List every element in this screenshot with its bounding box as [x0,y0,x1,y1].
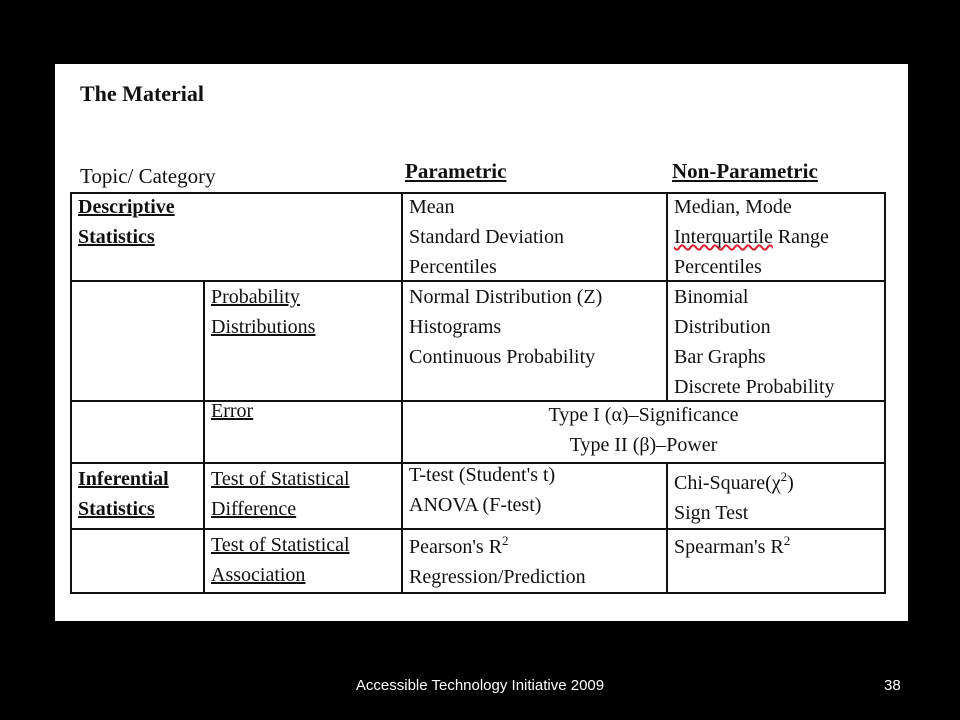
header-topic: Topic/ Category [80,164,216,188]
page-number: 38 [884,677,901,694]
table-col-sub [203,280,205,594]
slide-title: The Material [80,81,205,106]
probability-nonparametric: Binomial Distribution Bar Graphs Discrete Probability [674,286,835,398]
header-nonparametric: Non-Parametric [672,159,818,183]
association-nonparametric: Spearman's $R^2$ [674,533,791,558]
difference-nonparametric: Chi-$Square(\chi^2)$ Sign Test [674,469,794,524]
table-col-nonparam-upper [666,192,668,402]
descriptive-parametric: Mean Standard Deviation Percentiles [409,196,564,278]
header-parametric: Parametric [405,159,507,183]
error-types: Type I (α)–Significance Type II (β)–Power [548,404,739,456]
table-border-bottom [70,592,886,594]
slide-content [55,64,908,621]
probability-parametric: Normal Distribution (Z) Histograms Continuous Probability [409,286,603,368]
subcategory-association: Test of Statistical Association [211,534,350,586]
difference-parametric: T-test (Student's t) ANOVA (F-test) [409,464,556,516]
category-inferential: Inferential Statistics [78,468,169,520]
table-border-left [70,192,72,594]
slide-footer: Accessible Technology Initiative 2009 [355,677,605,694]
table-border-right [884,192,886,594]
material-table [70,192,886,594]
subcategory-error: Error [211,400,254,422]
table-rule-4 [70,528,886,530]
subcategory-probability: Probability Distributions [211,286,316,338]
association-parametric: Pearson's $R^2$ Regression/Prediction [409,533,586,588]
table-col-nonparam-lower [666,462,668,594]
category-descriptive: Descriptive Statistics [78,196,175,248]
descriptive-nonparametric: Median, Mode Interquartile Range Percentiles [674,196,829,278]
table-col-param [401,192,403,594]
subcategory-difference: Test of Statistical Difference [211,468,350,520]
